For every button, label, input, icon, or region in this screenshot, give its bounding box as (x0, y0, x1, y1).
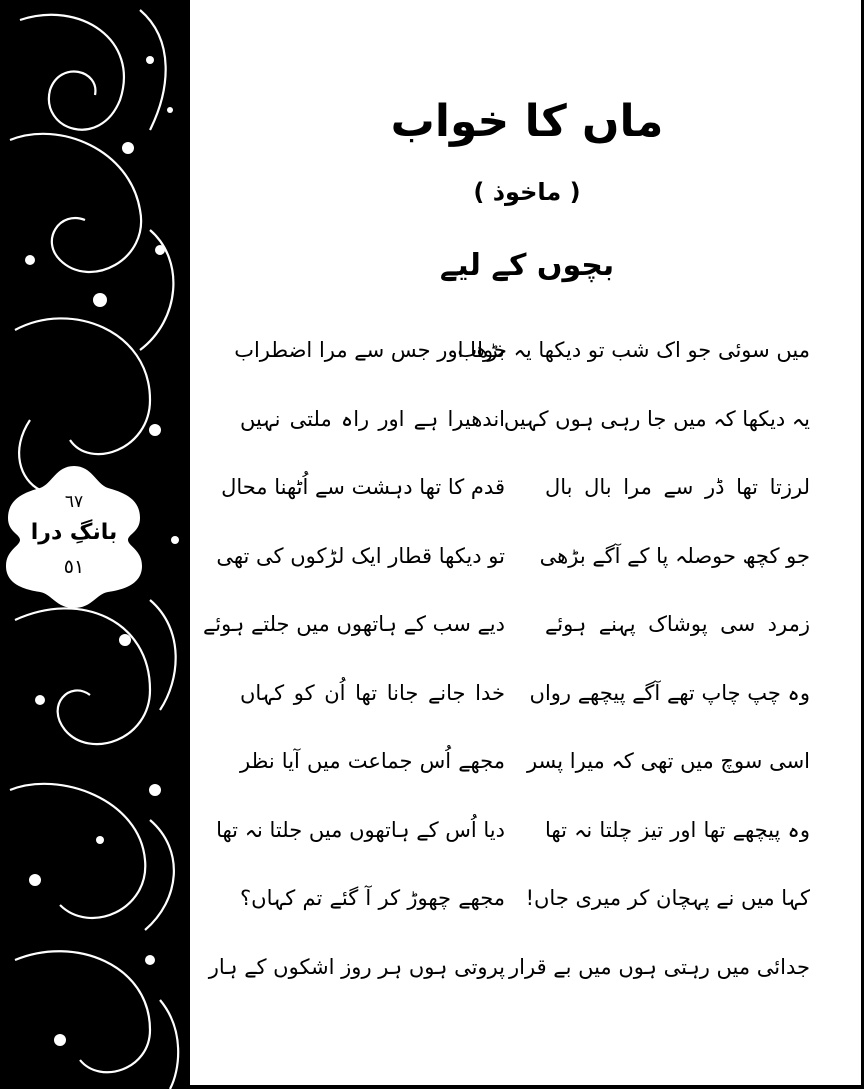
page-bottom-edge (190, 1085, 864, 1089)
couplet (216, 536, 810, 605)
couplet (202, 604, 810, 673)
couplet-second-line: مجھے اُس جماعت میں آیا نظر (240, 749, 505, 773)
couplet-first-line: یہ دیکھا کہ میں جا رہی ہوں کہیں (503, 406, 810, 431)
couplet-first-line: وہ پیچھے تھا اور تیز چلتا نہ تھا (545, 817, 810, 842)
page (190, 0, 864, 1089)
couplet-second-line: خدا جانے جانا تھا اُن کو کہاں (240, 680, 505, 705)
couplet-first-line: لرزتا تھا ڈر سے مرا بال بال (545, 475, 810, 499)
couplet (221, 467, 810, 536)
page-number-top: ٦٧ (64, 492, 84, 512)
couplet-second-line: مجھے چھوڑ کر آ گئے تم کہاں؟ (240, 886, 505, 910)
poem-dedication: بچوں کے لیے (439, 248, 615, 283)
couplet-second-line: پروتی ہوں ہر روز اشکوں کے ہار (208, 954, 505, 979)
couplet-second-line: دیے سب کے ہاتھوں میں جلتے ہوئے (202, 612, 505, 636)
couplet (208, 947, 810, 1016)
couplet (234, 330, 810, 399)
couplet (240, 673, 810, 742)
couplet-first-line: جدائی میں رہتی ہوں میں بے قرار (509, 954, 810, 979)
book-title: بانگِ درا (30, 520, 118, 545)
couplet-first-line: اسی سوچ میں تھی کہ میرا پسر (526, 749, 810, 773)
couplet-second-line: اندھیرا ہے اور راہ ملتی نہیں (240, 406, 505, 431)
couplet-first-line: میں سوئی جو اک شب تو دیکھا یہ خواب (457, 338, 810, 362)
couplet-first-line: وہ چپ چاپ تھے آگے پیچھے رواں (529, 680, 810, 705)
couplet-first-line: جو کچھ حوصلہ پا کے آگے بڑھی (539, 543, 810, 568)
couplet (240, 399, 810, 468)
couplet (216, 810, 810, 879)
couplet-first-line: کہا میں نے پہچان کر میری جاں! (525, 886, 810, 910)
couplet-second-line: بڑھا اور جس سے مرا اضطراب (234, 338, 505, 362)
couplet-second-line: دیا اُس کے ہاتھوں میں جلتا نہ تھا (216, 817, 505, 842)
couplet (240, 878, 810, 947)
poem-title: ماں کا خواب (390, 96, 664, 147)
couplet-list (202, 330, 810, 1015)
couplet-second-line: تو دیکھا قطار ایک لڑکوں کی تھی (216, 543, 505, 568)
page-number-bottom: ٥١ (63, 556, 85, 578)
poem-subtitle: ( ماخوذ ) (473, 178, 581, 206)
couplet-second-line: قدم کا تھا دہشت سے اُٹھنا محال (221, 475, 505, 499)
book-badge (4, 462, 144, 612)
couplet (240, 741, 810, 810)
couplet-first-line: زمرد سی پوشاک پہنے ہوئے (545, 612, 810, 636)
